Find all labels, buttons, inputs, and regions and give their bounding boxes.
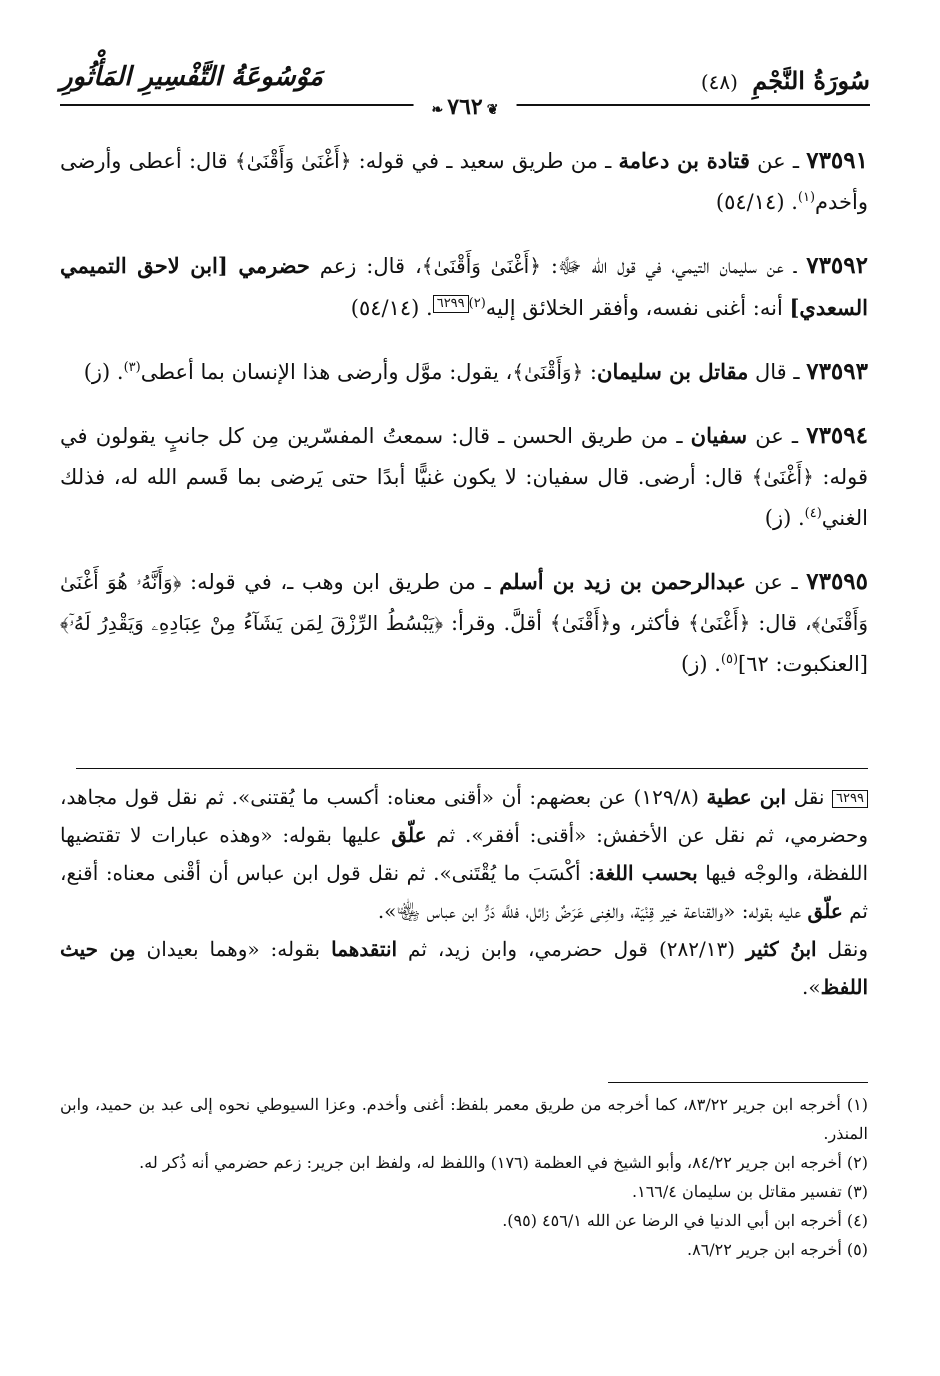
entry-text: ، يقول: موَّل وأرضى هذا الإنسان بما أعطى (140, 360, 513, 384)
entry-text: ـ قال (748, 360, 807, 384)
narrator-name: مقاتل بن سليمان (597, 359, 749, 384)
entry-text: ـ عن (747, 424, 807, 448)
entry-text: قال: أعطى وأرضى وأخدم (60, 149, 868, 214)
narrator-name: سفيان (690, 423, 748, 448)
note-text: ». (802, 975, 821, 999)
note-text: (١٢٩/٨) عن بعضهم: أن «أقنى معناه: أكسب ما يُقتنى». ثم نقل قول مجاهد، وحضرمي، ثم نقل عن الأخفش: «أقنى: أفقر». ثم (60, 785, 868, 847)
note-paragraph (60, 778, 868, 930)
book-title: مَوْسُوعَةُ التَّفْسِيرِ المَأْثُورِ (60, 62, 323, 92)
entry-text: . (ز) (83, 360, 124, 384)
entry-text: : (583, 360, 598, 384)
surah-title (701, 66, 870, 95)
narration-entry (60, 561, 868, 685)
note-reference-box: ٦٢٩٩ (433, 295, 469, 313)
surah-name: سُورَةُ النَّجْمِ (752, 66, 870, 95)
footnote: (١) أخرجه ابن جرير ٨٣/٢٢، كما أخرجه من طريق معمر بلفظ: أغنى وأخدم. وعزا السيوطي نحوه إلى عبد بن حميد، وابن المنذر. (60, 1095, 869, 1143)
entry-text: . (٥٤/١٤) (715, 190, 798, 214)
footnote-marker: (٤) (804, 506, 822, 521)
ornament-icon: ❧ (431, 102, 444, 118)
entry-text: ـ عن (745, 570, 807, 594)
footnote: (٤) أخرجه ابن أبي الدنيا في الرضا عن الله ٤٥٦/١ (٩٥). (502, 1211, 868, 1230)
narrator-name: حضرمي [ابن لاحق التميمي السعدي] (60, 253, 868, 320)
narration-entries (60, 140, 868, 707)
footnote-marker: (١) (797, 190, 816, 205)
page-number-block (414, 94, 517, 120)
entry-text: . (ز) (681, 652, 721, 676)
narrator-name: عبدالرحمن بن زيد بن أسلم (499, 569, 746, 594)
quran-quote: ﴿أَقْنَىٰ﴾ (549, 611, 612, 635)
entry-number: ٧٣٥٩٣ (806, 358, 868, 385)
footnote: (٣) تفسير مقاتل بن سليمان ١٦٦/٤. (632, 1182, 868, 1201)
entry-number: ٧٣٥٩٢ (806, 252, 868, 279)
narration-entry (60, 351, 868, 393)
quran-quote: ﴿وَأَنَّهُۥ هُوَ أَغْنَىٰ وَأَقْنَىٰ﴾ (60, 570, 868, 635)
footnote: (٢) أخرجه ابن جرير ٨٤/٢٢، وأبو الشيخ في العظمة (١٧٦) واللفظ له، ولفظ ابن جرير: زعم حضرمي أنه ذُكر له. (139, 1153, 868, 1172)
quran-quote: ﴿أَغْنَىٰ﴾ (688, 611, 751, 635)
entry-text: ـ عن (749, 149, 807, 173)
footnotes (60, 1090, 868, 1264)
footnote-marker: (٢) (468, 296, 486, 311)
footnote-marker: (٣) (123, 360, 141, 375)
quran-quote: ﴿أَغْنَىٰ وَأَقْنَىٰ﴾ (234, 149, 352, 173)
note-text: : أكْسَبَ ما يُقْتَنى». ثم نقل قول ابن عباس أن أقْنى معناه: أقنع، ثم (60, 861, 868, 923)
entry-text: . (ز) (764, 506, 805, 530)
entry-text: [العنكبوت: ٦٢] (738, 652, 868, 676)
scholar-note (60, 778, 868, 1006)
note-paragraph (60, 930, 868, 1006)
ornament-icon: ❦ (486, 102, 499, 118)
entry-text: ، قال: (750, 611, 812, 635)
note-text: عليها بقوله: «وهذه عبارات لا تقتضيها اللفظة، والوجْه فيها (60, 823, 869, 885)
quran-quote: ﴿وَأَقْنَىٰ﴾ (512, 360, 584, 384)
footnote-divider (608, 1082, 868, 1083)
page-header (60, 60, 870, 130)
footnote: (٥) أخرجه ابن جرير ٨٦/٢٢. (687, 1240, 868, 1259)
note-bold: انتقدهما (331, 937, 398, 961)
entry-text: أقلَّ. وقرأ: (443, 611, 550, 635)
note-bold: ابنُ كثير (746, 937, 817, 961)
entry-text: ، قال: زعم (309, 254, 422, 278)
narrator-name: قتادة بن دعامة (618, 148, 750, 173)
note-reference-box: ٦٢٩٩ (832, 790, 868, 808)
entry-number: ٧٣٥٩١ (806, 147, 868, 174)
entry-text: ـ من طريق الحسن ـ قال: سمعتُ المفسّرين مِن كل جانبٍ يقولون في قوله: (60, 424, 868, 489)
entry-text: فأكثر، و (611, 611, 689, 635)
note-bold: مِن حيث اللفظ (60, 937, 868, 999)
quran-quote: ﴿أَغْنَىٰ وَأَقْنَىٰ﴾ (421, 254, 541, 278)
surah-number: (٤٨) (700, 70, 738, 94)
entry-text: ـ عن سليمان التيمي، في قول الله ﷻ: (540, 254, 807, 278)
quran-quote: ﴿أَغْنَىٰ﴾ (751, 465, 814, 489)
page-number: ٧٦٢ (447, 94, 483, 120)
note-text: بقوله: «وهما بعيدان (135, 937, 332, 961)
note-text: (٢٨٢/١٣) قول حضرمي، وابن زيد، ثم (397, 937, 747, 961)
entry-text: قال: أرضى. قال سفيان: لا يكون غنيًّا أبدًا حتى يَرضى بما قَسم الله له، فذلك الغني (60, 465, 868, 530)
section-divider (76, 768, 868, 769)
narration-entry (60, 140, 868, 223)
entry-text: ـ من طريق سعيد ـ في قوله: (351, 149, 619, 173)
note-text: عليه بقوله: «والقناعة خير قِنْيَة، والغِنى عَرَضٌ زائل، فللَّه دَرُّ ابن عباس ﵄». (377, 899, 808, 923)
note-text: ونقل (816, 937, 869, 961)
entry-number: ٧٣٥٩٥ (806, 568, 869, 595)
note-bold: علّق (391, 823, 427, 847)
footnote-marker: (٥) (720, 652, 739, 667)
narration-entry (60, 415, 868, 539)
entry-number: ٧٣٥٩٤ (806, 422, 868, 449)
entry-text: ـ من طريق ابن وهب ـ، في قوله: (181, 570, 500, 594)
entry-text: . (٥٤/١٤) (350, 296, 433, 320)
entry-text: أنه: أغنى نفسه، وأفقر الخلائق إليه (485, 296, 790, 320)
narration-entry (60, 245, 868, 329)
note-bold: ابن عطية (706, 785, 787, 809)
note-text: نقل (786, 785, 833, 809)
quran-quote: ﴿يَبْسُطُ الرِّزْقَ لِمَن يَشَآءُ مِنْ عِبَادِهِۦ وَيَقْدِرُ لَهُۥٓ﴾ (60, 611, 444, 635)
note-bold: علّق (807, 899, 843, 923)
note-bold: بحسب اللغة (594, 861, 698, 885)
